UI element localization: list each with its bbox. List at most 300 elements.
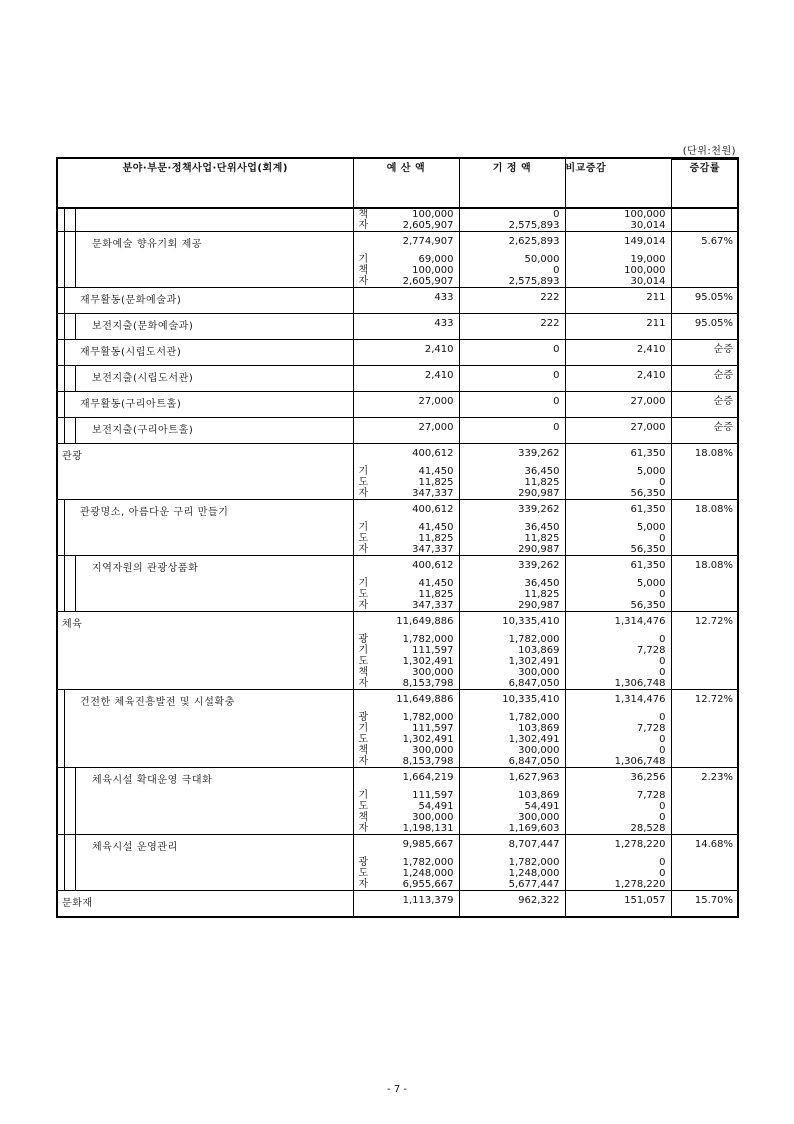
row-label: 보전지출(구리아트홀) [92,425,194,436]
cell-value: 300,000 [412,812,454,823]
page-number: - 7 - [387,1084,407,1095]
cell-value: 순증 [713,344,733,355]
row-label: 문화재 [62,898,93,909]
cell-value: 11,649,886 [396,694,454,705]
table-row [57,835,738,891]
row-label-cell [57,835,353,891]
existing-cell [459,314,565,340]
cell-value: 11,649,886 [396,616,454,627]
cell-value: 27,000 [418,422,454,433]
hierarchy-line [75,231,76,288]
compare-cell [565,891,671,918]
existing-cell [459,768,565,835]
existing-cell [459,690,565,768]
hierarchy-line [75,767,76,835]
cell-value: 962,322 [518,895,560,906]
cell-value: 10,335,410 [502,616,560,627]
cell-value: 111,597 [412,723,454,734]
cell-value: 11,825 [418,477,454,488]
cell-value: 11,825 [524,589,560,600]
budget-cell [353,392,459,418]
cell-value: 36,450 [524,522,560,533]
cell-value: 290,987 [518,600,560,611]
cell-value: 36,256 [630,772,666,783]
cell-value: 1,314,476 [614,616,666,627]
existing-cell [459,835,565,891]
cell-value: 0 [553,396,560,407]
cell-value: 1,113,379 [402,895,454,906]
budget-cell [353,232,459,288]
cell-value: 1,306,748 [614,678,666,689]
fund-source-tag: 기 [358,466,369,477]
fund-source-tag: 기 [358,645,369,656]
cell-value: 56,350 [630,488,666,499]
compare-cell [565,418,671,444]
hierarchy-line [64,391,65,418]
fund-source-tag: 도 [358,589,369,600]
compare-cell [565,232,671,288]
cell-value: 100,000 [412,265,454,276]
cell-value: 2,605,907 [402,276,454,287]
header-rate: 증감률 [672,159,739,178]
fund-source-tag: 자 [358,488,369,499]
row-label: 재무활동(시립도서관) [80,347,182,358]
cell-value: 2,410 [424,370,454,381]
cell-value: 8,153,798 [402,678,454,689]
row-label-cell [57,314,353,340]
row-label: 지역자원의 관광상품화 [92,563,199,574]
row-label-cell [57,208,353,232]
unit-label: (단위:천원) [682,146,736,157]
cell-value: 1,248,000 [508,868,560,879]
cell-value: 1,782,000 [402,857,454,868]
cell-value: 400,612 [412,448,454,459]
row-label-cell [57,444,353,500]
budget-cell [353,444,459,500]
cell-value: 0 [553,265,560,276]
fund-source-tag: 자 [358,220,369,231]
hierarchy-line [64,767,65,835]
existing-cell [459,612,565,690]
budget-cell [353,556,459,612]
cell-value: 0 [659,801,666,812]
fund-source-tag: 책 [358,745,369,756]
cell-value: 1,782,000 [508,712,560,723]
budget-cell [353,500,459,556]
fund-source-tag: 기 [358,254,369,265]
cell-value: 2,575,893 [508,220,560,231]
table-row [57,891,738,918]
existing-cell [459,500,565,556]
table-row [57,340,738,366]
cell-value: 12.72% [694,616,733,627]
cell-value: 30,014 [630,220,666,231]
cell-value: 0 [659,734,666,745]
budget-cell [353,314,459,340]
cell-value: 54,491 [524,801,560,812]
hierarchy-line [64,339,65,366]
cell-value: 347,337 [412,544,454,555]
row-label: 체육시설 운영관리 [92,842,178,853]
header-compare: 비교증감 [565,158,671,208]
row-label-cell [57,232,353,288]
cell-value: 2,605,907 [402,220,454,231]
cell-value: 7,728 [636,645,666,656]
table-row [57,500,738,556]
cell-value: 8,153,798 [402,756,454,767]
cell-value: 41,450 [418,466,454,477]
cell-value: 1,782,000 [508,634,560,645]
budget-cell [353,340,459,366]
fund-source-tag: 자 [358,600,369,611]
cell-value: 27,000 [630,422,666,433]
cell-value: 211 [646,318,666,329]
row-label-cell [57,612,353,690]
cell-value: 11,825 [524,477,560,488]
hierarchy-line [64,555,65,612]
compare-cell [565,208,671,232]
cell-value: 0 [659,589,666,600]
rate-cell [671,340,738,366]
existing-cell [459,208,565,232]
compare-cell [565,444,671,500]
cell-value: 27,000 [630,396,666,407]
existing-cell [459,392,565,418]
cell-value: 300,000 [412,667,454,678]
hierarchy-line [64,499,65,556]
cell-value: 1,302,491 [402,656,454,667]
cell-value: 61,350 [630,504,666,515]
cell-value: 0 [659,533,666,544]
cell-value: 순증 [713,370,733,381]
fund-source-tag: 자 [358,544,369,555]
table-row [57,418,738,444]
cell-value: 339,262 [518,560,560,571]
cell-value: 290,987 [518,488,560,499]
cell-value: 1,306,748 [614,756,666,767]
fund-source-tag: 자 [358,276,369,287]
cell-value: 347,337 [412,600,454,611]
rate-cell [671,556,738,612]
fund-source-tag: 책 [358,265,369,276]
cell-value: 211 [646,292,666,303]
cell-value: 2,575,893 [508,276,560,287]
existing-cell [459,232,565,288]
cell-value: 36,450 [524,466,560,477]
cell-value: 1,314,476 [614,694,666,705]
header-field: 분야·부문·정책사업·단위사업(회계) [57,158,353,208]
rate-cell [671,288,738,314]
cell-value: 100,000 [412,209,454,220]
cell-value: 41,450 [418,522,454,533]
cell-value: 1,782,000 [402,712,454,723]
fund-source-tag: 도 [358,801,369,812]
budget-cell [353,288,459,314]
cell-value: 5,000 [636,522,666,533]
fund-source-tag: 책 [358,209,369,220]
row-label-cell [57,690,353,768]
fund-source-tag: 자 [358,756,369,767]
table-row [57,690,738,768]
cell-value: 111,597 [412,790,454,801]
cell-value: 18.08% [694,448,733,459]
hierarchy-line [75,417,76,444]
cell-value: 300,000 [412,745,454,756]
budget-cell [353,612,459,690]
fund-source-tag: 기 [358,790,369,801]
cell-value: 1,302,491 [508,656,560,667]
hierarchy-line [75,555,76,612]
cell-value: 0 [659,712,666,723]
compare-cell [565,392,671,418]
cell-value: 0 [659,812,666,823]
cell-value: 순증 [713,396,733,407]
cell-value: 28,528 [630,823,666,834]
fund-source-tag: 자 [358,823,369,834]
fund-source-tag: 책 [358,812,369,823]
table-header [57,158,738,208]
hierarchy-line [75,365,76,392]
hierarchy-line [64,208,65,232]
cell-value: 6,847,050 [508,678,560,689]
cell-value: 0 [659,857,666,868]
cell-value: 10,335,410 [502,694,560,705]
cell-value: 0 [553,370,560,381]
cell-value: 50,000 [524,254,560,265]
cell-value: 1,302,491 [402,734,454,745]
row-label: 재무활동(문화예술과) [80,295,182,306]
cell-value: 56,350 [630,544,666,555]
compare-cell [565,556,671,612]
row-label: 체육 [62,619,83,630]
cell-value: 433 [434,318,454,329]
cell-value: 1,302,491 [508,734,560,745]
budget-cell [353,835,459,891]
cell-value: 11,825 [524,533,560,544]
row-label: 관광명소, 아름다운 구리 만들기 [80,507,229,518]
rate-cell [671,500,738,556]
cell-value: 100,000 [624,265,666,276]
cell-value: 2,410 [636,344,666,355]
cell-value: 18.08% [694,560,733,571]
compare-cell [565,340,671,366]
row-label-cell [57,891,353,918]
row-label: 보전지출(시립도서관) [92,373,194,384]
cell-value: 1,278,220 [614,879,666,890]
fund-source-tag: 광 [358,712,369,723]
header-existing: 기 정 액 [459,158,565,208]
cell-value: 30,014 [630,276,666,287]
budget-cell [353,418,459,444]
cell-value: 149,014 [624,236,666,247]
budget-cell [353,690,459,768]
cell-value: 103,869 [518,723,560,734]
cell-value: 222 [540,318,560,329]
fund-source-tag: 광 [358,634,369,645]
row-label-cell [57,556,353,612]
fund-source-tag: 도 [358,868,369,879]
hierarchy-line [64,689,65,768]
rate-cell [671,835,738,891]
cell-value: 0 [659,667,666,678]
fund-source-tag: 기 [358,522,369,533]
compare-cell [565,366,671,392]
existing-cell [459,340,565,366]
rate-cell [671,612,738,690]
existing-cell [459,418,565,444]
budget-cell [353,768,459,835]
existing-cell [459,891,565,918]
compare-cell [565,835,671,891]
cell-value: 11,825 [418,533,454,544]
fund-source-tag: 책 [358,667,369,678]
cell-value: 339,262 [518,448,560,459]
fund-source-tag: 광 [358,857,369,868]
row-label: 보전지출(문화예술과) [92,321,194,332]
cell-value: 300,000 [518,812,560,823]
existing-cell [459,556,565,612]
cell-value: 5,677,447 [508,879,560,890]
fund-source-tag: 도 [358,734,369,745]
rate-cell [671,768,738,835]
fund-source-tag: 도 [358,533,369,544]
cell-value: 1,278,220 [614,839,666,850]
row-label: 문화예술 향유기회 제공 [92,239,203,250]
existing-cell [459,288,565,314]
cell-value: 1,782,000 [402,634,454,645]
cell-value: 111,597 [412,645,454,656]
compare-cell [565,768,671,835]
compare-cell [565,690,671,768]
budget-cell [353,208,459,232]
cell-value: 61,350 [630,448,666,459]
table-row [57,314,738,340]
cell-value: 19,000 [630,254,666,265]
row-label: 체육시설 확대운영 극대화 [92,775,213,786]
cell-value: 400,612 [412,504,454,515]
fund-source-tag: 기 [358,723,369,734]
budget-table [56,157,739,918]
cell-value: 9,985,667 [402,839,454,850]
row-label-cell [57,500,353,556]
cell-value: 2,410 [424,344,454,355]
cell-value: 300,000 [518,745,560,756]
rate-cell [671,366,738,392]
cell-value: 2,625,893 [508,236,560,247]
fund-source-tag: 도 [358,656,369,667]
cell-value: 69,000 [418,254,454,265]
cell-value: 0 [659,634,666,645]
row-label-cell [57,392,353,418]
hierarchy-line [75,208,76,232]
rate-cell [671,418,738,444]
fund-source-tag: 기 [358,578,369,589]
cell-value: 400,612 [412,560,454,571]
cell-value: 1,248,000 [402,868,454,879]
table-row [57,208,738,232]
hierarchy-line [64,231,65,288]
cell-value: 0 [659,868,666,879]
cell-value: 1,627,963 [508,772,560,783]
table-row [57,392,738,418]
cell-value: 5,000 [636,466,666,477]
cell-value: 14.68% [694,839,733,850]
cell-value: 12.72% [694,694,733,705]
cell-value: 7,728 [636,723,666,734]
cell-value: 2.23% [701,772,733,783]
cell-value: 6,955,667 [402,879,454,890]
row-label-cell [57,340,353,366]
cell-value: 0 [553,209,560,220]
cell-value: 2,774,907 [402,236,454,247]
existing-cell [459,366,565,392]
compare-cell [565,288,671,314]
cell-value: 0 [659,656,666,667]
budget-cell [353,891,459,918]
cell-value: 95.05% [694,318,733,329]
cell-value: 300,000 [518,667,560,678]
cell-value: 0 [553,344,560,355]
row-label: 재무활동(구리아트홀) [80,399,182,410]
hierarchy-line [75,834,76,891]
cell-value: 5,000 [636,578,666,589]
row-label: 관광 [62,451,83,462]
rate-cell [671,232,738,288]
hierarchy-line [64,313,65,340]
cell-value: 339,262 [518,504,560,515]
cell-value: 1,782,000 [508,857,560,868]
cell-value: 18.08% [694,504,733,515]
table-row [57,232,738,288]
cell-value: 61,350 [630,560,666,571]
cell-value: 290,987 [518,544,560,555]
cell-value: 103,869 [518,790,560,801]
cell-value: 222 [540,292,560,303]
rate-cell [671,314,738,340]
cell-value: 1,664,219 [402,772,454,783]
table-row [57,556,738,612]
compare-cell [565,500,671,556]
hierarchy-line [64,417,65,444]
header-rate-cell [671,158,738,208]
cell-value: 95.05% [694,292,733,303]
table-body [57,208,738,917]
fund-source-tag: 자 [358,879,369,890]
cell-value: 347,337 [412,488,454,499]
table-row [57,288,738,314]
rate-cell [671,891,738,918]
header-budget: 예 산 액 [353,158,459,208]
compare-cell [565,612,671,690]
hierarchy-line [64,287,65,314]
cell-value: 27,000 [418,396,454,407]
cell-value: 56,350 [630,600,666,611]
cell-value: 0 [659,477,666,488]
fund-source-tag: 도 [358,477,369,488]
row-label-cell [57,288,353,314]
row-label-cell [57,366,353,392]
table-row [57,768,738,835]
cell-value: 2,410 [636,370,666,381]
cell-value: 1,198,131 [402,823,454,834]
cell-value: 36,450 [524,578,560,589]
cell-value: 8,707,447 [508,839,560,850]
rate-cell [671,690,738,768]
compare-cell [565,314,671,340]
rate-cell [671,444,738,500]
hierarchy-line [64,834,65,891]
cell-value: 11,825 [418,589,454,600]
